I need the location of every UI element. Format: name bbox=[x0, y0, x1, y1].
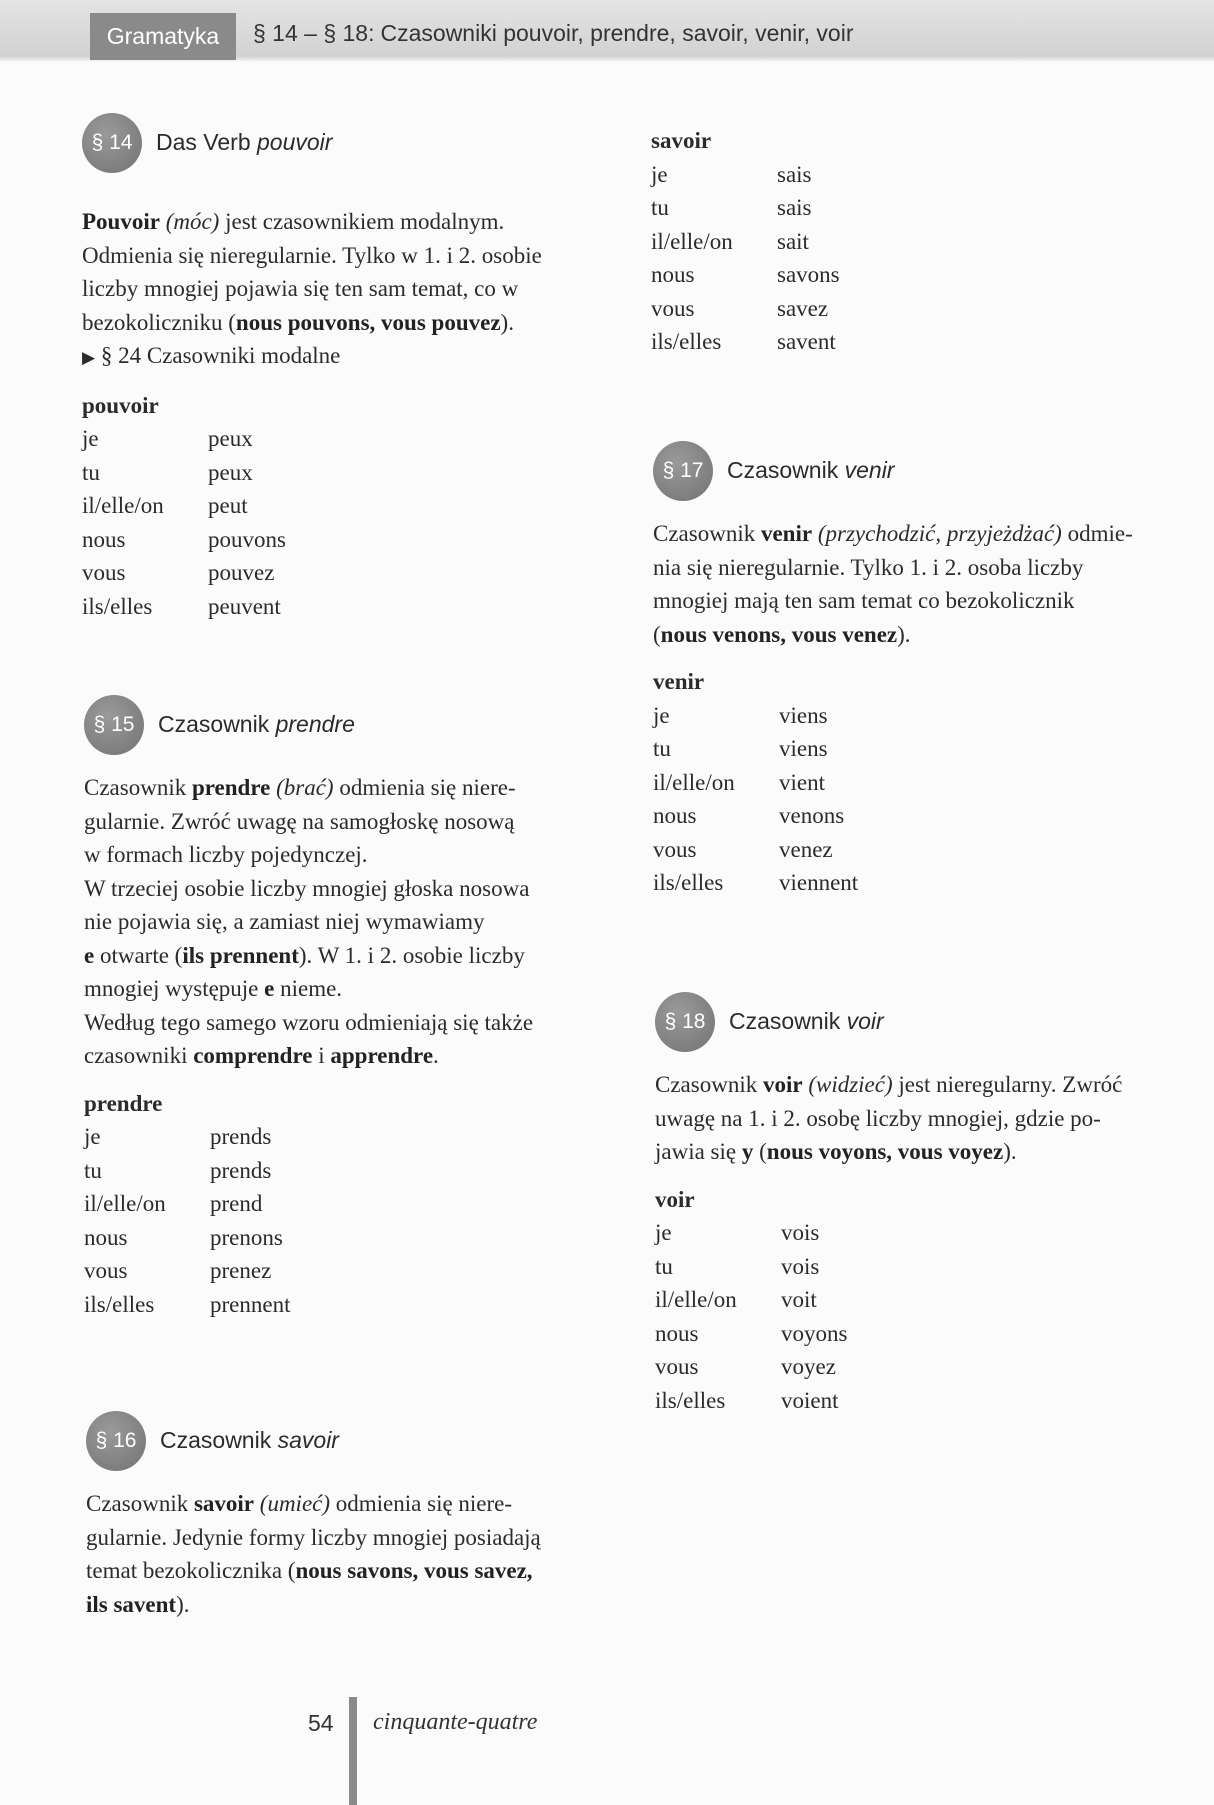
table-row: ils/elles prennent bbox=[84, 1291, 291, 1317]
paragraph-line: uwagę na 1. i 2. osobę liczby mnogiej, gdzie po- bbox=[655, 1105, 1101, 1131]
table-row: tu sais bbox=[651, 195, 812, 220]
section-title: Czasownik prendre bbox=[158, 711, 355, 737]
footer-divider bbox=[349, 1697, 357, 1805]
arrow-right-icon: ▶ bbox=[82, 348, 96, 367]
table-row: nous venons bbox=[653, 803, 845, 828]
section-14-body bbox=[82, 205, 642, 375]
conjugation-table-voir bbox=[655, 1183, 1214, 1418]
table-row: ils/elles peuvent bbox=[82, 593, 281, 619]
section-badge: § 18 bbox=[655, 992, 715, 1052]
section-title: Czasownik savoir bbox=[160, 1427, 339, 1453]
table-row: je sais bbox=[651, 161, 812, 187]
cross-reference-link[interactable]: ▶ § 24 Czasowniki modalne bbox=[82, 343, 341, 368]
section-16-heading bbox=[86, 1411, 646, 1473]
paragraph-line: ils savent). bbox=[86, 1591, 190, 1617]
table-row: vous pouvez bbox=[82, 560, 275, 585]
section-18 bbox=[655, 992, 1214, 1417]
table-row: je vois bbox=[655, 1220, 820, 1245]
section-15-heading bbox=[84, 695, 644, 757]
paragraph-line: bezokoliczniku (nous pouvons, vous pouvez). bbox=[82, 309, 514, 335]
table-row: il/elle/on sait bbox=[651, 228, 809, 254]
section-badge: § 14 bbox=[82, 113, 142, 173]
conjugation-table-savoir bbox=[651, 124, 951, 359]
table-row: vous savez bbox=[651, 295, 829, 321]
infinitive-label: pouvoir bbox=[82, 392, 159, 418]
section-15-body bbox=[84, 771, 644, 1073]
table-row: nous prenons bbox=[84, 1224, 283, 1250]
chapter-tag: Gramatyka bbox=[90, 13, 236, 60]
paragraph-line: e otwarte (ils prennent). W 1. i 2. osobie liczby bbox=[84, 942, 525, 968]
section-16-body bbox=[86, 1487, 646, 1621]
section-badge: § 17 bbox=[653, 441, 713, 501]
section-title: Czasownik voir bbox=[729, 1008, 884, 1034]
table-row: il/elle/on prend bbox=[84, 1191, 263, 1216]
table-row: ils/elles voient bbox=[655, 1387, 839, 1413]
paragraph-line: Pouvoir (móc) jest czasownikiem modalnym. bbox=[82, 209, 505, 234]
table-row: ils/elles savent bbox=[651, 329, 836, 354]
conjugation-table-venir bbox=[653, 665, 1213, 900]
table-row: nous voyons bbox=[655, 1320, 848, 1346]
page-number: 54 bbox=[308, 1710, 334, 1736]
infinitive-label: savoir bbox=[651, 128, 712, 153]
section-17 bbox=[653, 441, 1213, 900]
infinitive-label: venir bbox=[653, 669, 705, 694]
section-badge: § 16 bbox=[86, 1411, 146, 1471]
paragraph-line: jawia się y (nous voyons, vous voyez). bbox=[655, 1139, 1017, 1164]
table-row: vous prenez bbox=[84, 1258, 272, 1283]
page-title bbox=[253, 20, 854, 47]
page-title-text: Czasowniki pouvoir, prendre, savoir, venir, voir bbox=[380, 20, 854, 46]
section-16 bbox=[86, 1411, 646, 1621]
section-title: Czasownik venir bbox=[727, 457, 895, 483]
paragraph-line: liczby mnogiej pojawia się ten sam temat, co w bbox=[82, 276, 519, 301]
section-14-heading bbox=[82, 113, 642, 175]
paragraph-line: w formach liczby pojedynczej. bbox=[84, 842, 368, 867]
paragraph-line: mnogiej mają ten sam temat co bezokolicznik bbox=[653, 588, 1075, 613]
paragraph-line: W trzeciej osobie liczby mnogiej głoska nosowa bbox=[84, 875, 530, 901]
conjugation-table-pouvoir bbox=[82, 389, 642, 624]
paragraph-line: Czasownik venir (przychodzić, przyjeżdżać) odmie- bbox=[653, 521, 1133, 546]
section-18-heading bbox=[655, 992, 1214, 1054]
paragraph-line: Odmienia się nieregularnie. Tylko w 1. i 2. osobie bbox=[82, 242, 542, 268]
page-number-words: cinquante-quatre bbox=[373, 1709, 538, 1735]
section-14 bbox=[82, 113, 642, 623]
table-row: nous pouvons bbox=[82, 526, 286, 552]
table-row: je viens bbox=[653, 702, 828, 728]
paragraph-line: mnogiej występuje e nieme. bbox=[84, 976, 343, 1001]
section-title: Das Verb pouvoir bbox=[156, 129, 333, 155]
paragraph-line: Czasownik savoir (umieć) odmienia się niere- bbox=[86, 1491, 513, 1516]
paragraph-line: Czasownik voir (widzieć) jest nieregularny. Zwróć bbox=[655, 1072, 1123, 1097]
table-row: tu viens bbox=[653, 736, 828, 761]
paragraph-line: nie pojawia się, a zamiast niej wymawiamy bbox=[84, 909, 485, 934]
table-row: vous voyez bbox=[655, 1354, 836, 1379]
paragraph-line: gularnie. Jedynie formy liczby mnogiej posiadają bbox=[86, 1524, 541, 1550]
table-row: vous venez bbox=[653, 836, 833, 862]
section-15 bbox=[84, 695, 644, 1321]
section-range: § 14 – § 18: bbox=[253, 20, 375, 46]
paragraph-line: (nous venons, vous venez). bbox=[653, 621, 911, 647]
paragraph-line: Czasownik prendre (brać) odmienia się niere- bbox=[84, 775, 516, 800]
section-17-body bbox=[653, 517, 1213, 651]
table-row: il/elle/on vient bbox=[653, 769, 825, 795]
infinitive-label: prendre bbox=[84, 1090, 163, 1116]
table-row: je prends bbox=[84, 1124, 272, 1149]
table-row: tu peux bbox=[82, 459, 253, 485]
paragraph-line: czasowniki comprendre i apprendre. bbox=[84, 1043, 439, 1068]
table-row: je peux bbox=[82, 426, 253, 451]
table-row: il/elle/on peut bbox=[82, 493, 248, 518]
table-row: nous savons bbox=[651, 262, 840, 287]
table-row: il/elle/on voit bbox=[655, 1287, 817, 1312]
table-row: tu prends bbox=[84, 1157, 272, 1183]
conjugation-table-prendre bbox=[84, 1087, 644, 1322]
table-row: tu vois bbox=[655, 1253, 820, 1279]
table-row: ils/elles viennent bbox=[653, 870, 859, 895]
paragraph-line: gularnie. Zwróć uwagę na samogłoskę nosową bbox=[84, 808, 515, 834]
section-17-heading bbox=[653, 441, 1213, 503]
section-18-body bbox=[655, 1068, 1214, 1169]
paragraph-line: Według tego samego wzoru odmieniają się także bbox=[84, 1009, 534, 1035]
section-badge: § 15 bbox=[84, 695, 144, 755]
paragraph-line: nia się nieregularnie. Tylko 1. i 2. osoba liczby bbox=[653, 554, 1084, 580]
infinitive-label: voir bbox=[655, 1186, 695, 1212]
paragraph-line: temat bezokolicznika (nous savons, vous savez, bbox=[86, 1558, 533, 1583]
